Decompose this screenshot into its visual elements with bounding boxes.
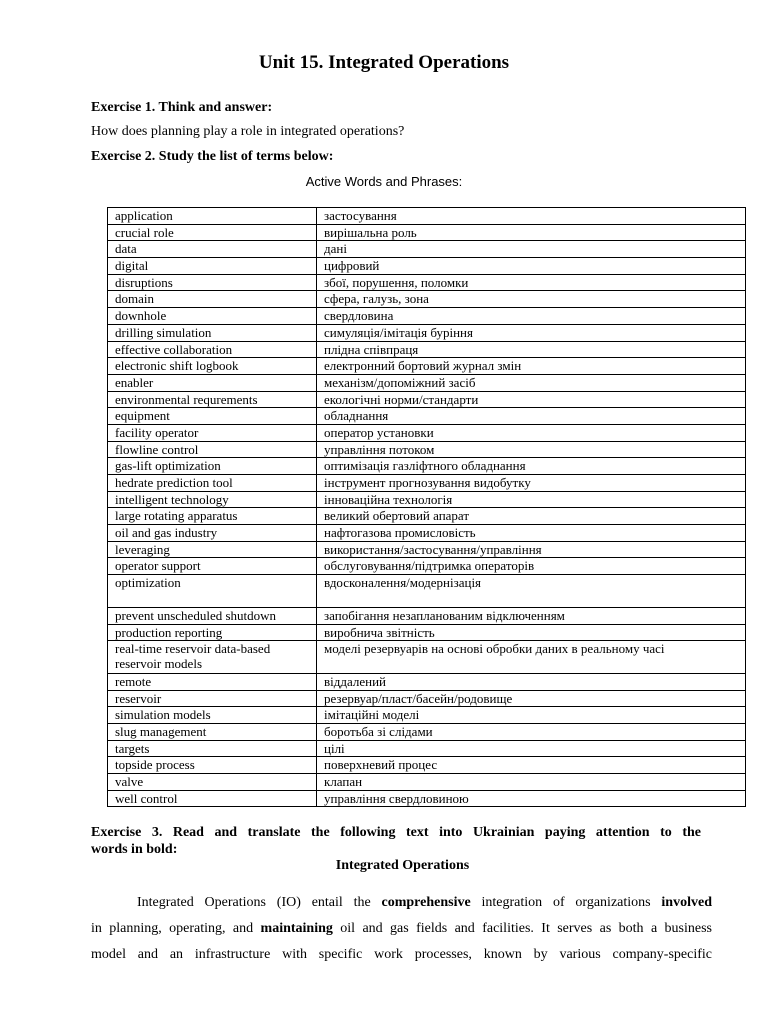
term-ukrainian: управління потоком bbox=[317, 441, 746, 458]
term-ukrainian: електронний бортовий журнал змін bbox=[317, 358, 746, 375]
term-english: prevent unscheduled shutdown bbox=[108, 607, 317, 624]
terms-table bbox=[107, 207, 746, 807]
table-row bbox=[108, 541, 746, 558]
term-english: data bbox=[108, 241, 317, 258]
term-ukrainian: цифровий bbox=[317, 258, 746, 275]
table-row bbox=[108, 673, 746, 690]
exercise1-heading: Exercise 1. Think and answer: bbox=[91, 100, 273, 115]
table-row bbox=[108, 757, 746, 774]
table-row bbox=[108, 690, 746, 707]
term-english: topside process bbox=[108, 757, 317, 774]
exercise3-heading-line2: words in bold: bbox=[91, 842, 178, 857]
term-english: remote bbox=[108, 673, 317, 690]
paragraph-line-2 bbox=[91, 916, 712, 942]
paragraph-line-3: model and an infrastructure with specific work processes, known by various company-specific bbox=[91, 947, 712, 962]
table-row bbox=[108, 723, 746, 740]
term-ukrainian: цілі bbox=[317, 740, 746, 757]
term-english: domain bbox=[108, 291, 317, 308]
term-english: crucial role bbox=[108, 224, 317, 241]
term-ukrainian: великий обертовий апарат bbox=[317, 508, 746, 525]
table-row bbox=[108, 790, 746, 807]
bold-term: maintaining bbox=[260, 921, 333, 936]
table-row bbox=[108, 274, 746, 291]
term-ukrainian: обладнання bbox=[317, 408, 746, 425]
table-row bbox=[108, 458, 746, 475]
term-english: well control bbox=[108, 790, 317, 807]
term-ukrainian: свердловина bbox=[317, 308, 746, 325]
exercise3-heading bbox=[91, 824, 701, 858]
term-english: flowline control bbox=[108, 441, 317, 458]
table-row bbox=[108, 324, 746, 341]
term-ukrainian: інноваційна технологія bbox=[317, 491, 746, 508]
term-ukrainian: оператор установки bbox=[317, 424, 746, 441]
text-run: integration of organizations bbox=[470, 895, 662, 910]
text-run: in planning, operating, and bbox=[91, 921, 261, 936]
table-row bbox=[108, 774, 746, 791]
term-ukrainian: механізм/допоміжний засіб bbox=[317, 374, 746, 391]
term-english: disruptions bbox=[108, 274, 317, 291]
table-row bbox=[108, 641, 746, 674]
text-run: oil and gas fields and facilities. It serves as both a business bbox=[332, 921, 712, 936]
table-row bbox=[108, 740, 746, 757]
page-title: Unit 15. Integrated Operations bbox=[258, 52, 510, 73]
term-ukrainian: віддалений bbox=[317, 673, 746, 690]
table-row bbox=[108, 558, 746, 575]
exercise3-heading-line1: Exercise 3. Read and translate the following text into Ukrainian paying attention to the bbox=[91, 825, 701, 840]
term-ukrainian: імітаційні моделі bbox=[317, 707, 746, 724]
table-row bbox=[108, 475, 746, 492]
terms-table-title: Active Words and Phrases: bbox=[305, 174, 463, 189]
term-ukrainian: виробнича звітність bbox=[317, 624, 746, 641]
term-english: intelligent technology bbox=[108, 491, 317, 508]
term-ukrainian: сфера, галузь, зона bbox=[317, 291, 746, 308]
table-row bbox=[108, 624, 746, 641]
text-run: Integrated Operations (IO) entail the bbox=[137, 895, 382, 910]
table-row bbox=[108, 341, 746, 358]
term-ukrainian: плідна співпраця bbox=[317, 341, 746, 358]
term-english: simulation models bbox=[108, 707, 317, 724]
table-row bbox=[108, 258, 746, 275]
term-ukrainian: обслуговування/підтримка операторів bbox=[317, 558, 746, 575]
term-english: targets bbox=[108, 740, 317, 757]
table-row bbox=[108, 424, 746, 441]
term-english: reservoir bbox=[108, 690, 317, 707]
table-row bbox=[108, 441, 746, 458]
exercise1-question: How does planning play a role in integrated operations? bbox=[91, 124, 405, 139]
term-english: slug management bbox=[108, 723, 317, 740]
term-ukrainian: боротьба зі слідами bbox=[317, 723, 746, 740]
term-ukrainian: моделі резервуарів на основі обробки даних в реальному часі bbox=[317, 641, 746, 674]
term-ukrainian: екологічні норми/стандарти bbox=[317, 391, 746, 408]
term-ukrainian: запобігання незапланованим відключенням bbox=[317, 607, 746, 624]
term-english: digital bbox=[108, 258, 317, 275]
paragraph-line-1 bbox=[91, 890, 712, 916]
table-row bbox=[108, 308, 746, 325]
bold-term: involved bbox=[661, 895, 712, 910]
term-english: valve bbox=[108, 774, 317, 791]
term-ukrainian: управління свердловиною bbox=[317, 790, 746, 807]
term-ukrainian: поверхневий процес bbox=[317, 757, 746, 774]
table-row bbox=[108, 208, 746, 225]
table-row bbox=[108, 241, 746, 258]
term-english: production reporting bbox=[108, 624, 317, 641]
table-row bbox=[108, 374, 746, 391]
term-english: operator support bbox=[108, 558, 317, 575]
term-ukrainian: інструмент прогнозування видобутку bbox=[317, 475, 746, 492]
term-english: application bbox=[108, 208, 317, 225]
table-row bbox=[108, 508, 746, 525]
term-english: large rotating apparatus bbox=[108, 508, 317, 525]
table-row bbox=[108, 358, 746, 375]
body-paragraph bbox=[91, 890, 712, 968]
term-ukrainian: збої, порушення, поломки bbox=[317, 274, 746, 291]
table-row bbox=[108, 607, 746, 624]
term-english: oil and gas industry bbox=[108, 525, 317, 542]
term-english: hedrate prediction tool bbox=[108, 475, 317, 492]
exercise2-heading: Exercise 2. Study the list of terms below: bbox=[91, 149, 334, 164]
term-ukrainian: клапан bbox=[317, 774, 746, 791]
term-english: leveraging bbox=[108, 541, 317, 558]
term-ukrainian: застосування bbox=[317, 208, 746, 225]
table-row bbox=[108, 224, 746, 241]
term-english: optimization bbox=[108, 575, 317, 608]
table-row bbox=[108, 408, 746, 425]
term-english: electronic shift logbook bbox=[108, 358, 317, 375]
term-ukrainian: нафтогазова промисловість bbox=[317, 525, 746, 542]
term-english: enabler bbox=[108, 374, 317, 391]
term-english: effective collaboration bbox=[108, 341, 317, 358]
section-heading: Integrated Operations bbox=[335, 858, 470, 873]
term-ukrainian: використання/застосування/управління bbox=[317, 541, 746, 558]
table-row bbox=[108, 707, 746, 724]
table-row bbox=[108, 575, 746, 608]
table-row bbox=[108, 491, 746, 508]
term-english: drilling simulation bbox=[108, 324, 317, 341]
term-english: equipment bbox=[108, 408, 317, 425]
term-english: gas-lift optimization bbox=[108, 458, 317, 475]
table-row bbox=[108, 291, 746, 308]
term-ukrainian: вирішальна роль bbox=[317, 224, 746, 241]
table-row bbox=[108, 525, 746, 542]
term-ukrainian: оптимізація газліфтного обладнання bbox=[317, 458, 746, 475]
term-ukrainian: вдосконалення/модернізація bbox=[317, 575, 746, 608]
term-english: facility operator bbox=[108, 424, 317, 441]
term-ukrainian: симуляція/імітація буріння bbox=[317, 324, 746, 341]
bold-term: comprehensive bbox=[381, 895, 471, 910]
term-english: environmental requrements bbox=[108, 391, 317, 408]
table-row bbox=[108, 391, 746, 408]
term-english: downhole bbox=[108, 308, 317, 325]
term-ukrainian: дані bbox=[317, 241, 746, 258]
term-english: real-time reservoir data-based reservoir models bbox=[108, 641, 317, 674]
term-ukrainian: резервуар/пласт/басейн/родовище bbox=[317, 690, 746, 707]
